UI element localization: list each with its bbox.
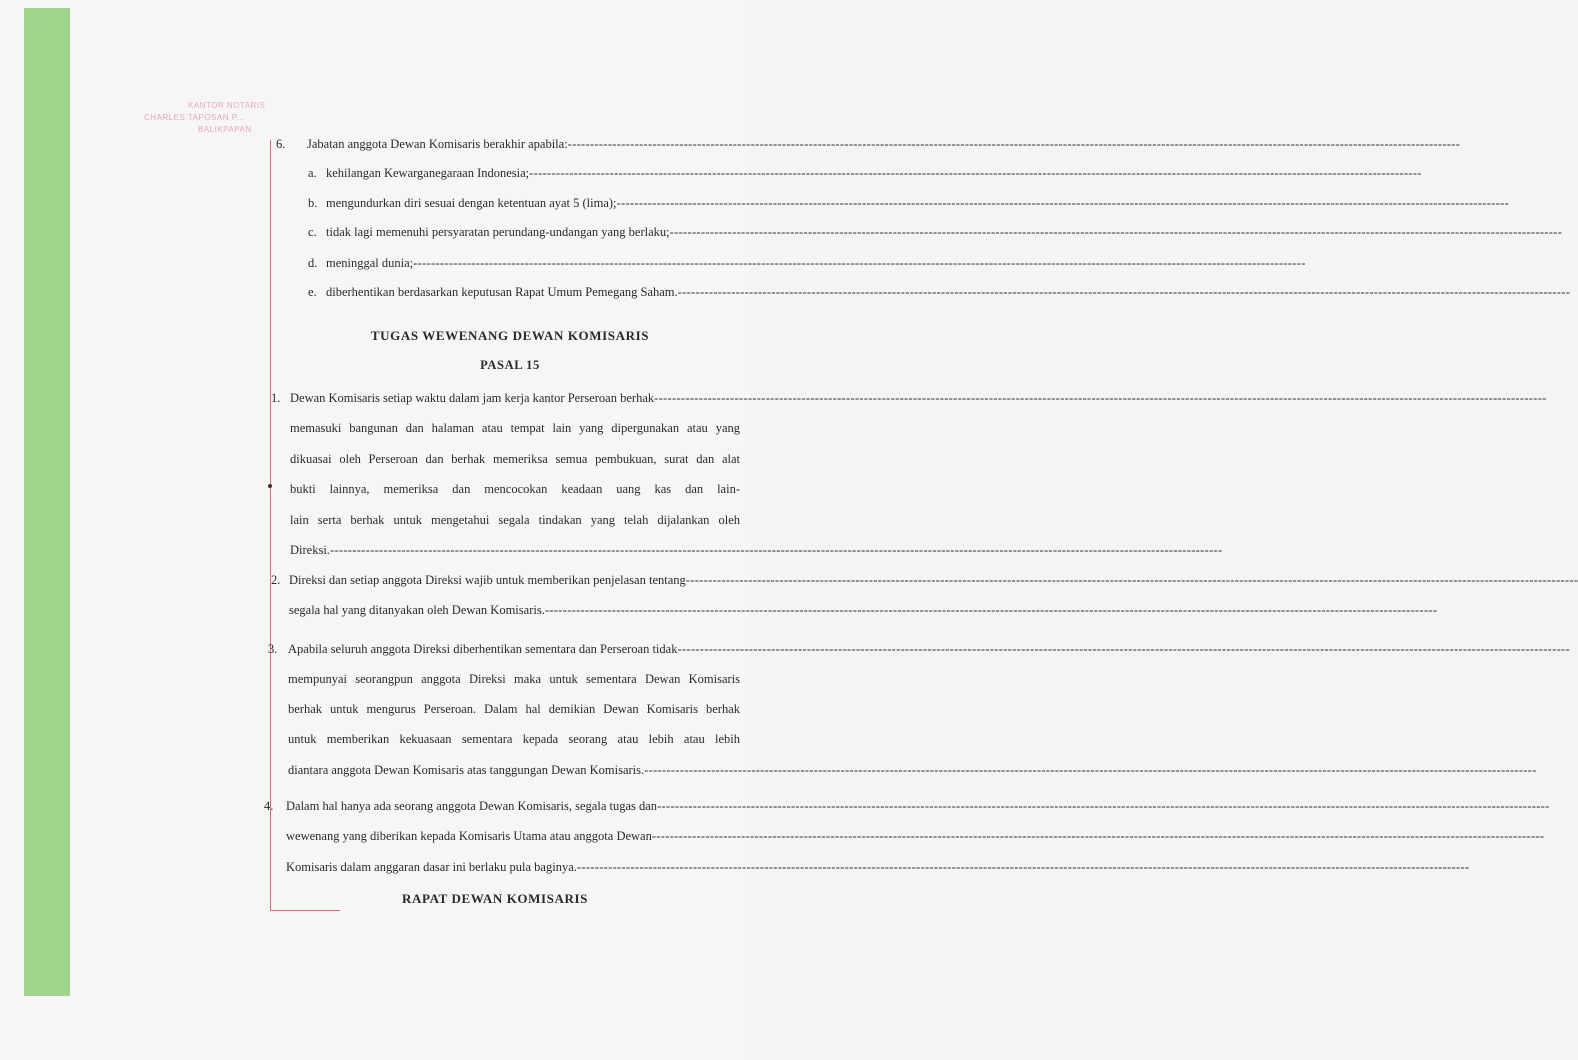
- clause-line-text: lain serta berhak untuk mengetahui segala tindakan yang telah dijalankan oleh: [290, 513, 740, 527]
- clause-number: 3.: [268, 642, 278, 656]
- clause-line: [288, 641, 1570, 657]
- clause-line-text: Direksi dan setiap anggota Direksi wajib untuk memberikan penjelasan tentang: [289, 573, 686, 587]
- subitem-text-content: diberhentikan berdasarkan keputusan Rapat Umum Pemegang Saham.: [326, 285, 678, 299]
- item-text-content: Jabatan anggota Dewan Komisaris berakhir apabila:: [307, 137, 568, 151]
- subitem-text-content: mengundurkan diri sesuai dengan ketentuan ayat 5 (lima);: [326, 196, 617, 210]
- item-text: [307, 136, 1461, 152]
- dash-filler: --------------------------------------------------------------------------------------------------------------------------------------------------------------------------------------------------------: [685, 573, 1578, 587]
- binding-strip: [24, 8, 70, 996]
- dash-filler: --------------------------------------------------------------------------------------------------------------------------------------------------------------------------------------------------------: [413, 256, 1306, 270]
- subitem-text-content: meninggal dunia;: [326, 256, 414, 270]
- subitem-letter: b.: [308, 196, 318, 210]
- article-title: PASAL 15: [480, 358, 540, 372]
- clause-number: 1.: [271, 391, 281, 405]
- clause-line-text: Apabila seluruh anggota Direksi diberhentikan sementara dan Perseroan tidak: [288, 642, 678, 656]
- dash-filler: --------------------------------------------------------------------------------------------------------------------------------------------------------------------------------------------------------: [567, 137, 1461, 151]
- clause-line-text: mempunyai seorangpun anggota Direksi maka untuk sementara Dewan Komisaris: [288, 672, 740, 686]
- subitem-letter: c.: [308, 225, 317, 239]
- clause-line-text: berhak untuk mengurus Perseroan. Dalam hal demikian Dewan Komisaris berhak: [288, 702, 740, 716]
- clause-line: [288, 671, 740, 687]
- clause-line: [286, 828, 1545, 844]
- clause-line-text: dikuasai oleh Perseroan dan berhak memeriksa semua pembukuan, surat dan alat: [290, 452, 740, 466]
- dash-filler: --------------------------------------------------------------------------------------------------------------------------------------------------------------------------------------------------------: [529, 166, 1422, 180]
- clause-line-text: memasuki bangunan dan halaman atau tempat lain yang dipergunakan atau yang: [290, 421, 740, 435]
- clause-line: [289, 602, 1438, 618]
- dash-filler: --------------------------------------------------------------------------------------------------------------------------------------------------------------------------------------------------------: [657, 799, 1550, 813]
- clause-line: [288, 731, 740, 747]
- subitem-letter: a.: [308, 166, 317, 180]
- clause-line-text: untuk memberikan kekuasaan sementara kepada seorang atau lebih atau lebih: [288, 732, 740, 746]
- margin-line-foot: [270, 910, 340, 911]
- clause-line: [289, 572, 1578, 588]
- clause-line-text: segala hal yang ditanyakan oleh Dewan Komisaris.: [289, 603, 545, 617]
- stamp-line: KANTOR NOTARIS: [188, 101, 266, 110]
- subitem-text: [326, 255, 1306, 271]
- clause-line: [290, 512, 740, 528]
- clause-number: 2.: [271, 573, 281, 587]
- margin-line: [270, 140, 271, 910]
- subitem-text-content: tidak lagi memenuhi persyaratan perundang-undangan yang berlaku;: [326, 225, 670, 239]
- speck: [268, 484, 272, 488]
- subitem-text: [326, 195, 1510, 211]
- dash-filler: --------------------------------------------------------------------------------------------------------------------------------------------------------------------------------------------------------: [329, 543, 1223, 557]
- clause-line-text: diantara anggota Dewan Komisaris atas tanggungan Dewan Komisaris.: [288, 763, 645, 777]
- item-number: 6.: [276, 137, 286, 151]
- clause-line: [290, 390, 1547, 406]
- clause-line: [290, 420, 740, 436]
- clause-line-text: Direksi.: [290, 543, 330, 557]
- dash-filler: --------------------------------------------------------------------------------------------------------------------------------------------------------------------------------------------------------: [654, 391, 1547, 405]
- next-section-title: RAPAT DEWAN KOMISARIS: [402, 891, 588, 906]
- subitem-letter: d.: [308, 256, 318, 270]
- clause-line: [290, 481, 740, 497]
- clause-line: [286, 798, 1550, 814]
- dash-filler: --------------------------------------------------------------------------------------------------------------------------------------------------------------------------------------------------------: [651, 829, 1545, 843]
- dash-filler: --------------------------------------------------------------------------------------------------------------------------------------------------------------------------------------------------------: [669, 225, 1563, 239]
- subitem-text-content: kehilangan Kewarganegaraan Indonesia;: [326, 166, 530, 180]
- stamp-line: BALIKPAPAN: [198, 125, 252, 134]
- clause-line: [288, 701, 740, 717]
- clause-line-text: Dalam hal hanya ada seorang anggota Dewan Komisaris, segala tugas dan: [286, 799, 658, 813]
- subitem-text: [326, 224, 1563, 240]
- clause-line: [290, 542, 1223, 558]
- stamp-line: CHARLES TAPOSAN P...: [144, 113, 245, 122]
- clause-line: [286, 859, 1470, 875]
- subitem-text: [326, 165, 1422, 181]
- clause-line-text: wewenang yang diberikan kepada Komisaris Utama atau anggota Dewan: [286, 829, 652, 843]
- dash-filler: --------------------------------------------------------------------------------------------------------------------------------------------------------------------------------------------------------: [677, 285, 1571, 299]
- clause-line: [288, 762, 1537, 778]
- clause-line-text: Komisaris dalam anggaran dasar ini berlaku pula baginya.: [286, 860, 577, 874]
- dash-filler: --------------------------------------------------------------------------------------------------------------------------------------------------------------------------------------------------------: [644, 763, 1537, 777]
- dash-filler: --------------------------------------------------------------------------------------------------------------------------------------------------------------------------------------------------------: [576, 860, 1470, 874]
- section-title: TUGAS WEWENANG DEWAN KOMISARIS: [370, 328, 650, 343]
- dash-filler: --------------------------------------------------------------------------------------------------------------------------------------------------------------------------------------------------------: [616, 196, 1510, 210]
- clause-line: [290, 451, 740, 467]
- clause-line-text: bukti lainnya, memeriksa dan mencocokan keadaan uang kas dan lain-: [290, 482, 740, 496]
- clause-number: 4.: [264, 799, 274, 813]
- subitem-letter: e.: [308, 285, 317, 299]
- dash-filler: --------------------------------------------------------------------------------------------------------------------------------------------------------------------------------------------------------: [544, 603, 1438, 617]
- dash-filler: --------------------------------------------------------------------------------------------------------------------------------------------------------------------------------------------------------: [677, 642, 1570, 656]
- subitem-text: [326, 284, 1571, 300]
- clause-line-text: Dewan Komisaris setiap waktu dalam jam kerja kantor Perseroan berhak: [290, 391, 655, 405]
